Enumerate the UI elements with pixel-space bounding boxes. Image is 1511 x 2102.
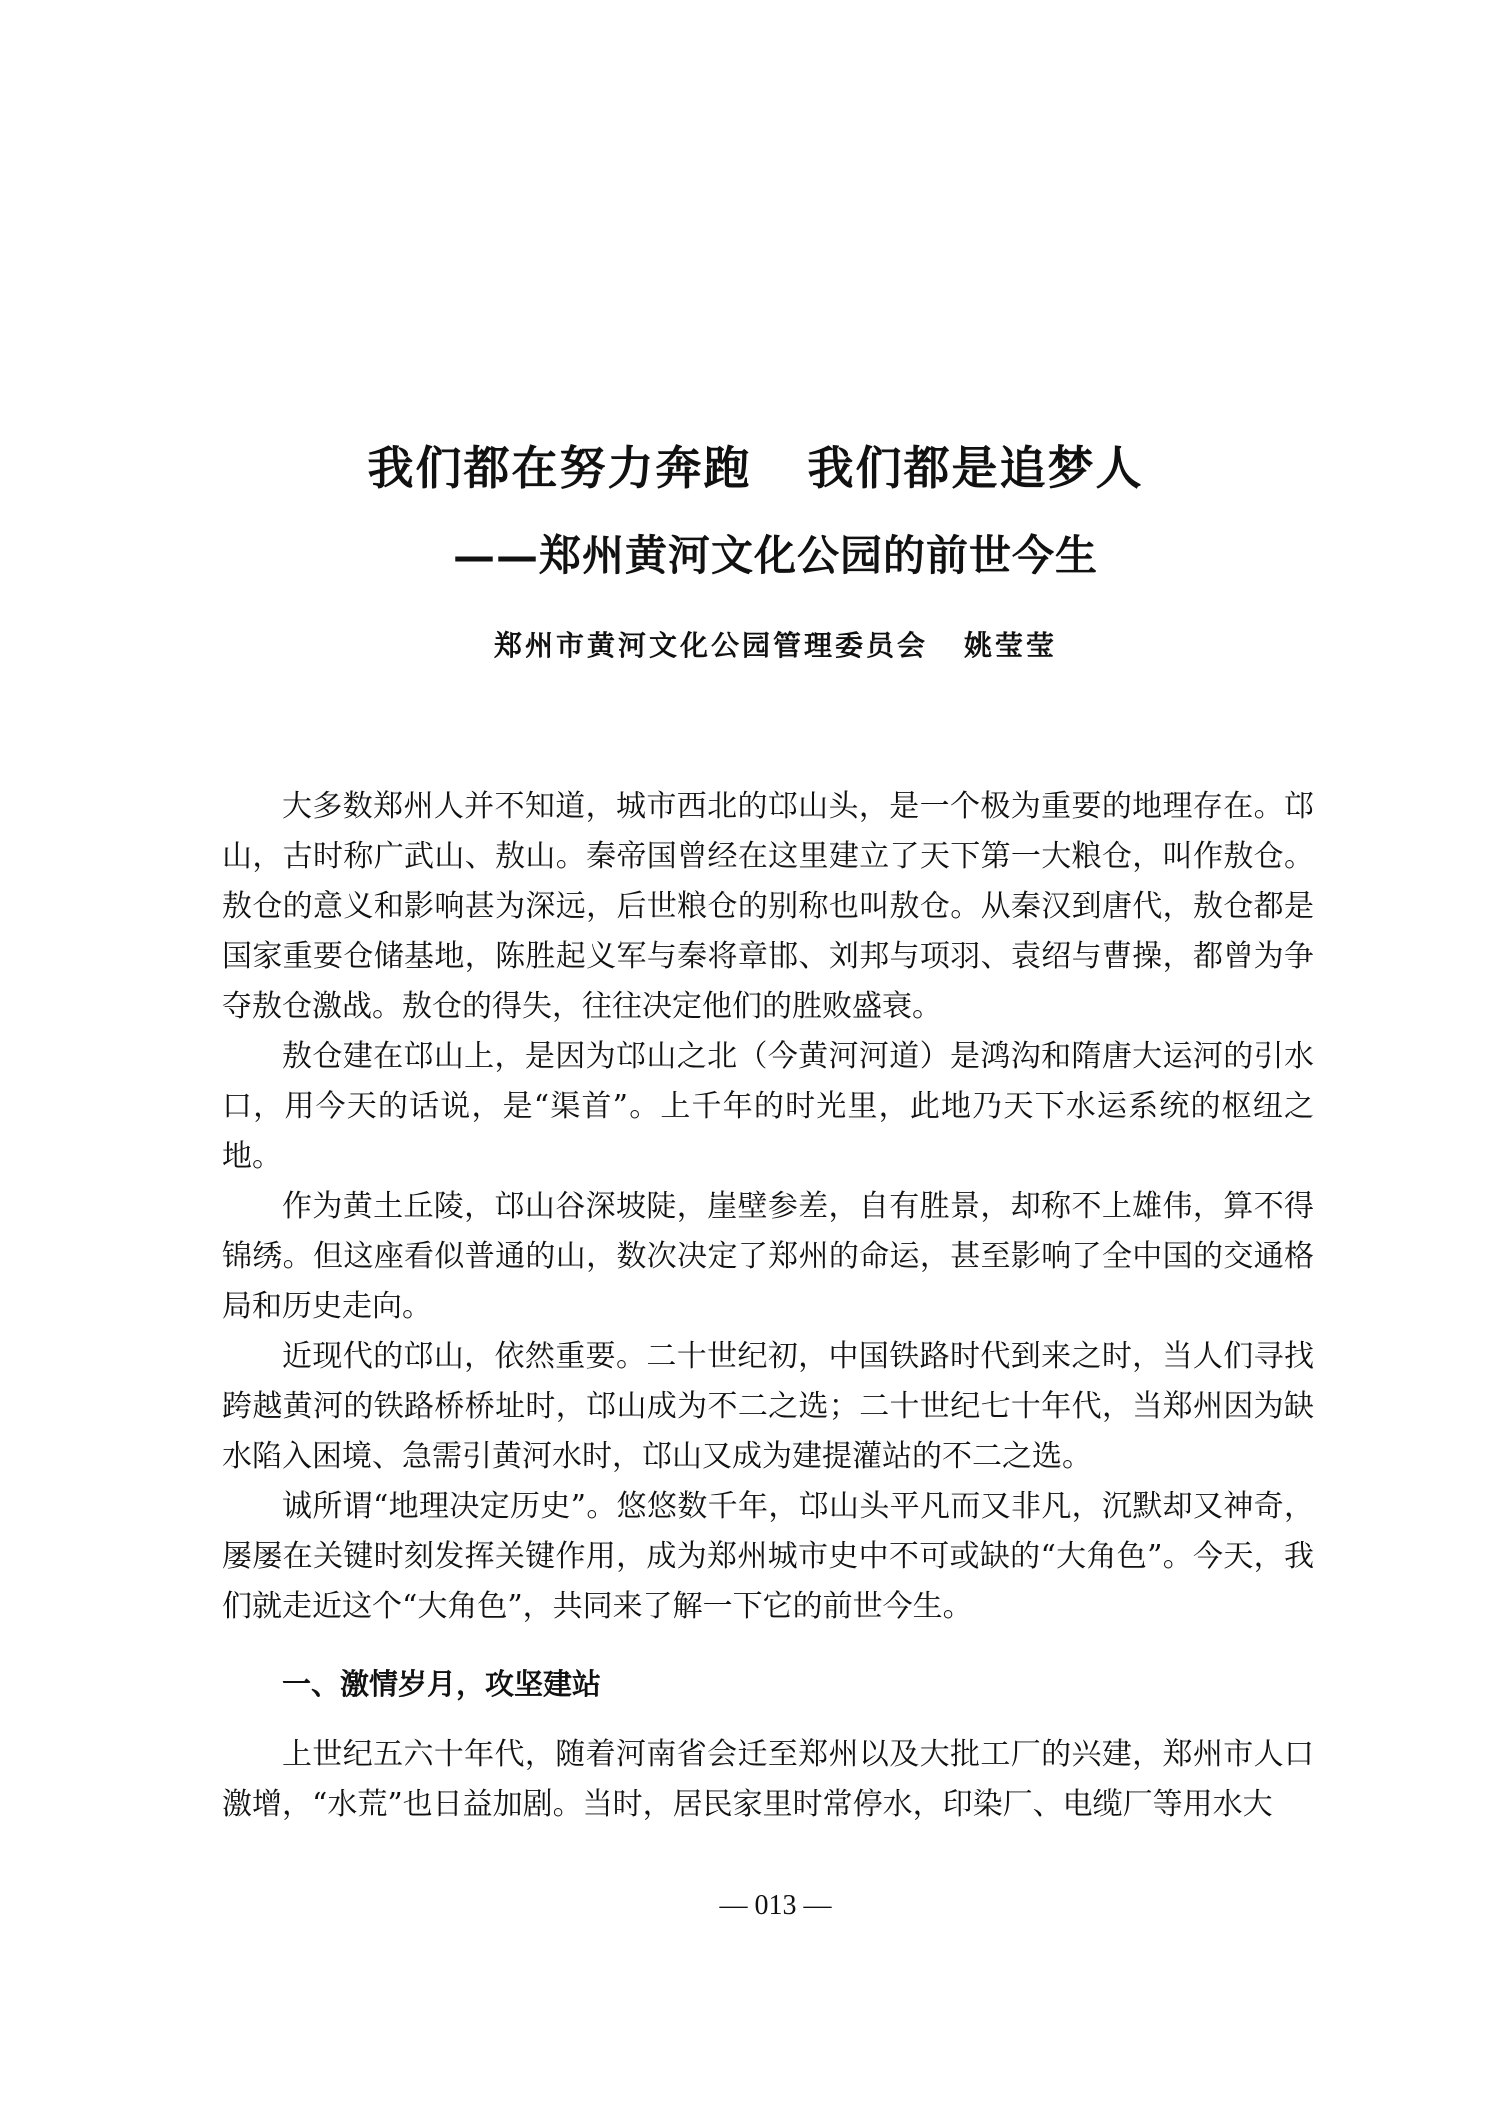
byline bbox=[0, 626, 1511, 666]
paragraph: 大多数郑州人并不知道，城市西北的邙山头，是一个极为重要的地理存在。邙山，古时称广武山、敖山。秦帝国曾经在这里建立了天下第一大粮仓，叫作敖仓。敖仓的意义和影响甚为深远，后世粮仓的别称也叫敖仓。从秦汉到唐代，敖仓都是国家重要仓储基地，陈胜起义军与秦将章邯、刘邦与项羽、袁绍与曹操，都曾为争夺敖仓激战。敖仓的得失，往往决定他们的胜败盛衰。 bbox=[222, 789, 1314, 1024]
paragraph: 作为黄土丘陵，邙山谷深坡陡，崖壁参差，自有胜景，却称不上雄伟，算不得锦绣。但这座看似普通的山，数次决定了郑州的命运，甚至影响了全中国的交通格局和历史走向。 bbox=[222, 1189, 1314, 1324]
author-name: 姚莹莹 bbox=[964, 629, 1058, 662]
author-organization: 郑州市黄河文化公园管理委员会 bbox=[493, 629, 928, 662]
title-part-2: 我们都是追梦人 bbox=[807, 441, 1144, 495]
page-number: — 013 — bbox=[719, 1890, 832, 1921]
paragraph: 诚所谓“地理决定历史”。悠悠数千年，邙山头平凡而又非凡，沉默却又神奇，屡屡在关键时刻发挥关键作用，成为郑州城市史中不可或缺的“大角色”。今天，我们就走近这个“大角色”，共同来了解一下它的前世今生。 bbox=[222, 1489, 1314, 1624]
article-subtitle: ——郑州黄河文化公园的前世今生 bbox=[452, 531, 1098, 580]
paragraph: 上世纪五六十年代，随着河南省会迁至郑州以及大批工厂的兴建，郑州市人口激增，“水荒”也日益加剧。当时，居民家里时常停水，印染厂、电缆厂等用水大 bbox=[222, 1737, 1314, 1822]
paragraph: 近现代的邙山，依然重要。二十世纪初，中国铁路时代到来之时，当人们寻找跨越黄河的铁路桥桥址时，邙山成为不二之选；二十世纪七十年代，当郑州因为缺水陷入困境、急需引黄河水时，邙山又成为建提灌站的不二之选。 bbox=[222, 1339, 1314, 1474]
title-part-1: 我们都在努力奔跑 bbox=[367, 441, 752, 495]
article-body bbox=[222, 782, 1314, 1830]
section-heading: 一、激情岁月，攻坚建站 bbox=[282, 1667, 602, 1701]
paragraph: 敖仓建在邙山上，是因为邙山之北（今黄河河道）是鸿沟和隋唐大运河的引水口，用今天的话说，是“渠首”。上千年的时光里，此地乃天下水运系统的枢纽之地。 bbox=[222, 1039, 1314, 1174]
article-title bbox=[0, 438, 1511, 498]
